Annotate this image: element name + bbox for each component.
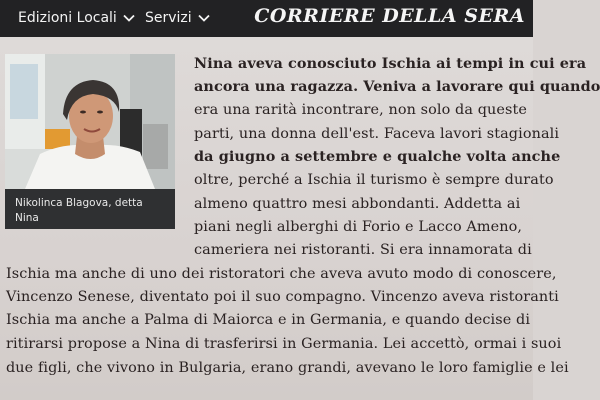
paragraph-line: Ischia ma anche a Palma di Maiorca e in Germania, e quando decise di [6, 312, 531, 328]
article-figure [5, 54, 175, 229]
corriere-della-sera-logo[interactable]: CORRIERE DELLA SERA [254, 5, 525, 27]
paragraph-line: Vincenzo Senese, diventato poi il suo compagno. Vincenzo aveva ristoranti [6, 289, 559, 305]
paragraph-line: da giugno a settembre e qualche volta anche [194, 148, 561, 165]
article-content [0, 37, 600, 400]
paragraph-line: parti, una donna dell'est. Faceva lavori stagionali [194, 126, 560, 142]
nav-edizioni-locali-label: Edizioni Locali [18, 10, 117, 26]
paragraph-line: piani negli alberghi di Forio e Lacco Ameno, [194, 219, 523, 235]
nav-edizioni-locali[interactable] [18, 8, 135, 28]
paragraph-line: ancora una ragazza. Veniva a lavorare qui quando [194, 78, 600, 95]
paragraph-line: cameriera nei ristoranti. Si era innamorata di [194, 242, 532, 258]
photo-caption [15, 196, 170, 226]
paragraph-line: ritirarsi propose a Nina di trasferirsi in Germania. Lei accettò, ormai i suoi [6, 336, 562, 352]
portrait-photo [5, 54, 175, 189]
paragraph-line: almeno quattro mesi abbondanti. Addetta ai [194, 196, 521, 212]
paragraph-line: due figli, che vivono in Bulgaria, erano grandi, avevano le loro famiglie e lei [6, 360, 569, 376]
chevron-down-icon [198, 14, 210, 22]
paragraph-line: Nina aveva conosciuto Ischia ai tempi in cui era [194, 55, 587, 72]
chevron-down-icon [123, 14, 135, 22]
caption-line-1: Nikolinca Blagova, detta [15, 197, 143, 209]
top-navigation-bar [0, 0, 533, 37]
paragraph-line: Ischia ma anche di uno dei ristoratori che aveva avuto modo di conoscere, [6, 266, 557, 282]
nav-servizi[interactable] [145, 8, 210, 28]
paragraph-line: era una rarità incontrare, non solo da queste [194, 102, 527, 118]
paragraph-line: oltre, perché a Ischia il turismo è sempre durato [194, 172, 554, 188]
caption-line-2: Nina [15, 212, 39, 224]
nav-servizi-label: Servizi [145, 10, 192, 26]
